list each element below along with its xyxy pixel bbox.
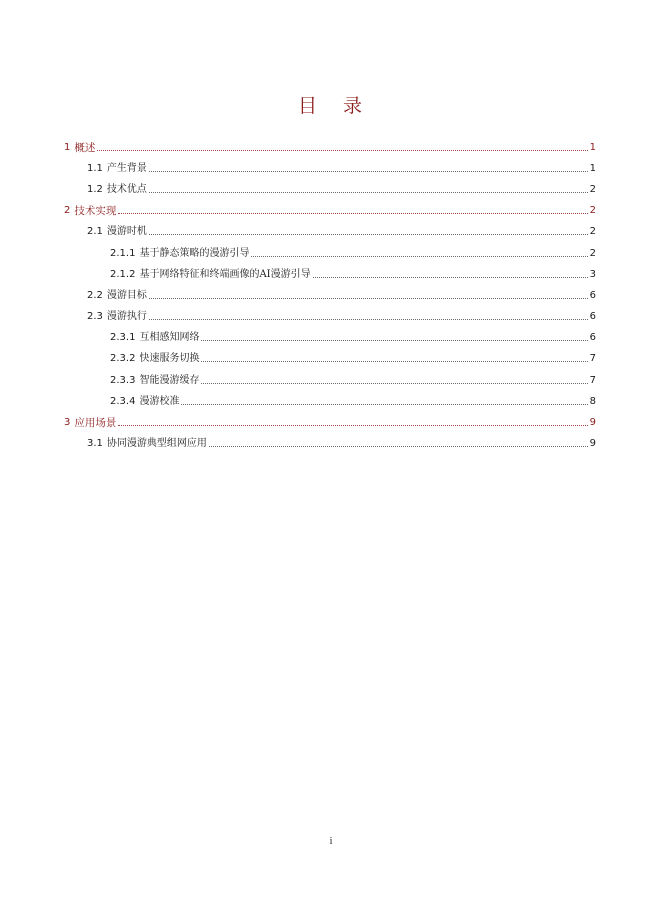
- toc-entry-title: 技术优点: [106, 183, 147, 195]
- toc-entry-page: 1: [589, 162, 596, 174]
- toc-entry-number: 2.1: [87, 226, 103, 238]
- toc-dot-leader: [201, 382, 587, 384]
- toc-entry[interactable]: [0, 307, 662, 328]
- toc-dot-leader: [313, 276, 588, 278]
- toc-entry-number: 2.1.1: [110, 247, 136, 259]
- toc-entry-title: 技术实现: [74, 205, 117, 218]
- toc-dot-leader: [209, 445, 588, 447]
- toc-dot-leader: [149, 297, 588, 299]
- toc-entry[interactable]: [0, 349, 662, 370]
- toc-entry-page: 9: [589, 417, 596, 429]
- table-of-contents: [0, 137, 662, 455]
- toc-title: 目 录: [297, 95, 373, 117]
- toc-entry-page: 6: [589, 311, 596, 323]
- toc-entry-title: 协同漫游典型组网应用: [106, 438, 207, 450]
- toc-entry-number: 2.3.4: [110, 395, 136, 407]
- toc-dot-leader: [181, 403, 587, 405]
- toc-entry-title: 快速服务切换: [139, 353, 200, 365]
- toc-entry[interactable]: [0, 328, 662, 349]
- toc-entry-title: 漫游执行: [106, 311, 147, 323]
- toc-dot-leader: [149, 170, 588, 172]
- toc-entry[interactable]: [0, 264, 662, 285]
- toc-entry-page: 2: [589, 247, 596, 259]
- toc-entry-number: 2.2: [87, 289, 103, 301]
- page-number: i: [329, 836, 333, 847]
- toc-entry[interactable]: [0, 285, 662, 306]
- toc-dot-leader: [97, 149, 587, 151]
- toc-entry-page: 2: [589, 226, 596, 238]
- toc-entry-number: 2: [64, 205, 71, 217]
- toc-entry-title: 互相感知网络: [139, 332, 200, 344]
- toc-entry-title: 产生背景: [106, 162, 147, 174]
- toc-entry-page: 6: [589, 289, 596, 301]
- toc-entry-number: 2.3.3: [110, 374, 136, 386]
- toc-entry-title: 漫游时机: [106, 226, 147, 238]
- toc-entry-page: 3: [589, 268, 596, 280]
- toc-entry-page: 7: [589, 374, 596, 386]
- toc-entry[interactable]: [0, 158, 662, 179]
- toc-entry-page: 9: [589, 438, 596, 450]
- toc-entry-title: 漫游校准: [139, 395, 180, 407]
- toc-dot-leader: [201, 360, 587, 362]
- toc-entry-title: 基于静态策略的漫游引导: [139, 247, 250, 259]
- toc-entry[interactable]: [0, 137, 662, 158]
- toc-entry-number: 1: [64, 141, 71, 153]
- toc-entry-title: 概述: [74, 141, 96, 154]
- toc-entry[interactable]: [0, 222, 662, 243]
- toc-entry-page: 2: [589, 183, 596, 195]
- toc-entry-title: 智能漫游缓存: [139, 374, 200, 386]
- toc-dot-leader: [149, 318, 588, 320]
- toc-entry[interactable]: [0, 243, 662, 264]
- toc-entry-number: 2.3.1: [110, 332, 136, 344]
- toc-entry-number: 1.2: [87, 183, 103, 195]
- toc-entry-number: 1.1: [87, 162, 103, 174]
- toc-entry-title: 漫游目标: [106, 289, 147, 301]
- toc-entry[interactable]: [0, 391, 662, 412]
- toc-entry-number: 2.1.2: [110, 268, 136, 280]
- toc-entry-number: 2.3: [87, 311, 103, 323]
- toc-entry-number: 3: [64, 417, 71, 429]
- toc-entry-page: 7: [589, 353, 596, 365]
- toc-dot-leader: [149, 233, 588, 235]
- toc-entry[interactable]: [0, 179, 662, 200]
- toc-entry[interactable]: [0, 412, 662, 433]
- toc-entry[interactable]: [0, 434, 662, 455]
- toc-dot-leader: [118, 212, 587, 214]
- toc-dot-leader: [149, 191, 588, 193]
- toc-dot-leader: [251, 255, 587, 257]
- toc-entry-page: 1: [589, 141, 596, 153]
- toc-entry-title: 应用场景: [74, 417, 117, 430]
- toc-entry-page: 8: [589, 395, 596, 407]
- toc-entry-page: 2: [589, 205, 596, 217]
- toc-entry-page: 6: [589, 332, 596, 344]
- toc-dot-leader: [118, 424, 587, 426]
- toc-entry[interactable]: [0, 370, 662, 391]
- toc-dot-leader: [201, 339, 587, 341]
- toc-entry-number: 3.1: [87, 438, 103, 450]
- toc-entry[interactable]: [0, 201, 662, 222]
- toc-entry-title: 基于网络特征和终端画像的AI漫游引导: [139, 268, 311, 280]
- toc-entry-number: 2.3.2: [110, 353, 136, 365]
